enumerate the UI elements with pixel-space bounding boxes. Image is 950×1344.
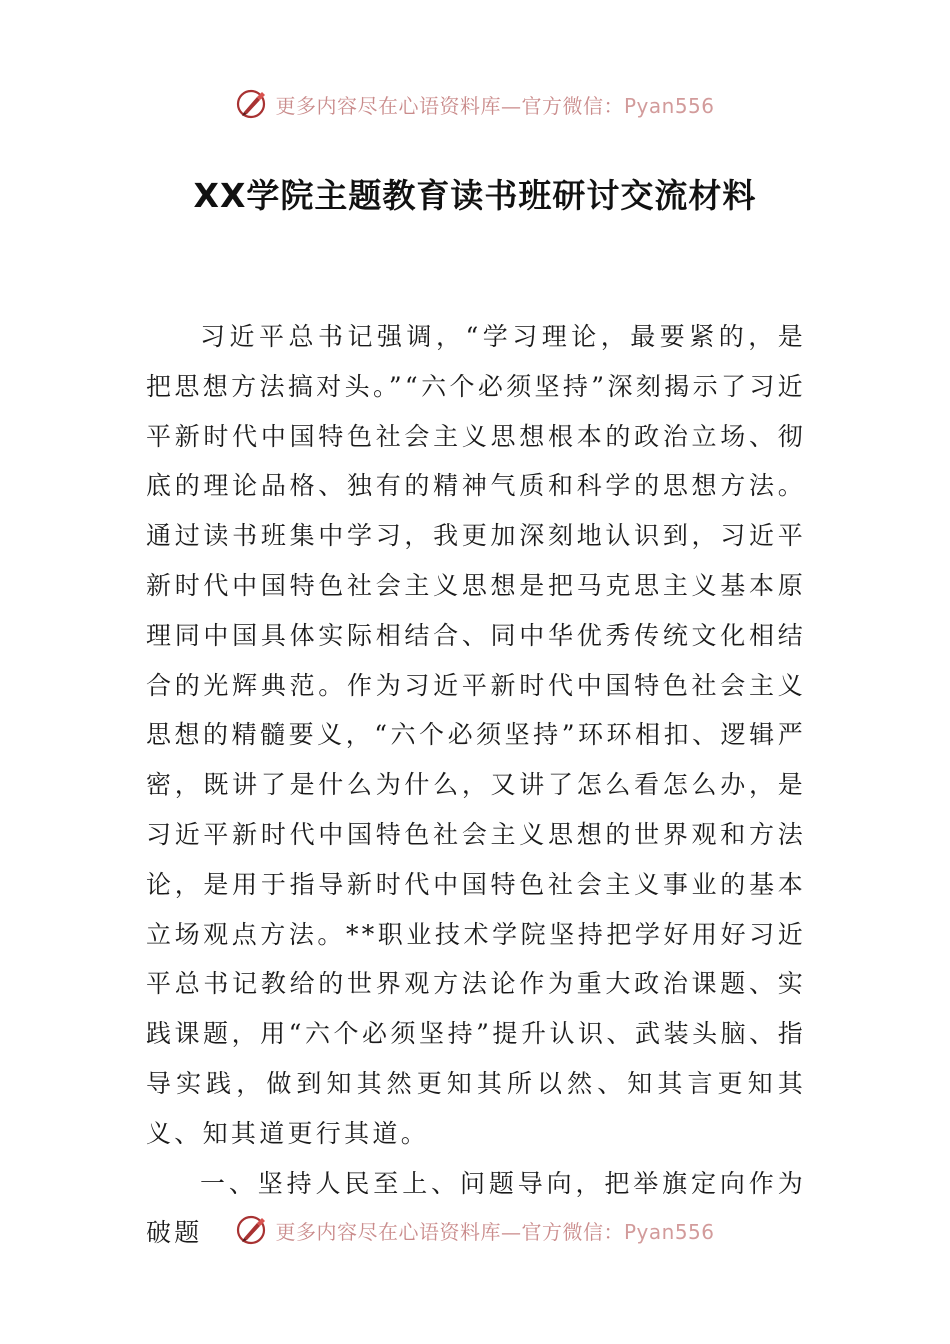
footer-banner bbox=[0, 1210, 950, 1250]
pen-logo-icon bbox=[235, 87, 269, 121]
pen-logo-icon bbox=[235, 1213, 269, 1247]
document-body bbox=[146, 312, 806, 1258]
section-heading-paragraph: 一、坚持人民至上、问题导向，把举旗定向作为破题 bbox=[146, 1168, 806, 1248]
header-banner-text: 更多内容尽在心语资料库—官方微信：Pyan556 bbox=[275, 93, 715, 118]
document-title: XX学院主题教育读书班研讨交流材料 bbox=[193, 176, 757, 215]
header-banner bbox=[0, 84, 950, 124]
body-paragraph: 习近平总书记强调，“学习理论，最要紧的，是把思想方法搞对头。”“六个必须坚持”深刻揭示了习近平新时代中国特色社会主义思想根本的政治立场、彻底的理论品格、独有的精神气质和科学的思想方法。通过读书班集中学习，我更加深刻地认识到，习近平新时代中国特色社会主义思想是把马克思主义基本原理同中国具体实际相结合、同中华优秀传统文化相结合的光辉典范。作为习近平新时代中国特色社会主义思想的精髓要义，“六个必须坚持”环环相扣、逻辑严密，既讲了是什么为什么，又讲了怎么看怎么办，是习近平新时代中国特色社会主义思想的世界观和方法论，是用于指导新时代中国特色社会主义事业的基本立场观点方法。**职业技术学院坚持把学好用好习近平总书记教给的世界观方法论作为重大政治课题、实践课题，用“六个必须坚持”提升认识、武装头脑、指导实践，做到知其然更知其所以然、知其言更知其义、知其道更行其道。 bbox=[146, 322, 806, 1148]
footer-banner-text: 更多内容尽在心语资料库—官方微信：Pyan556 bbox=[275, 1219, 715, 1244]
